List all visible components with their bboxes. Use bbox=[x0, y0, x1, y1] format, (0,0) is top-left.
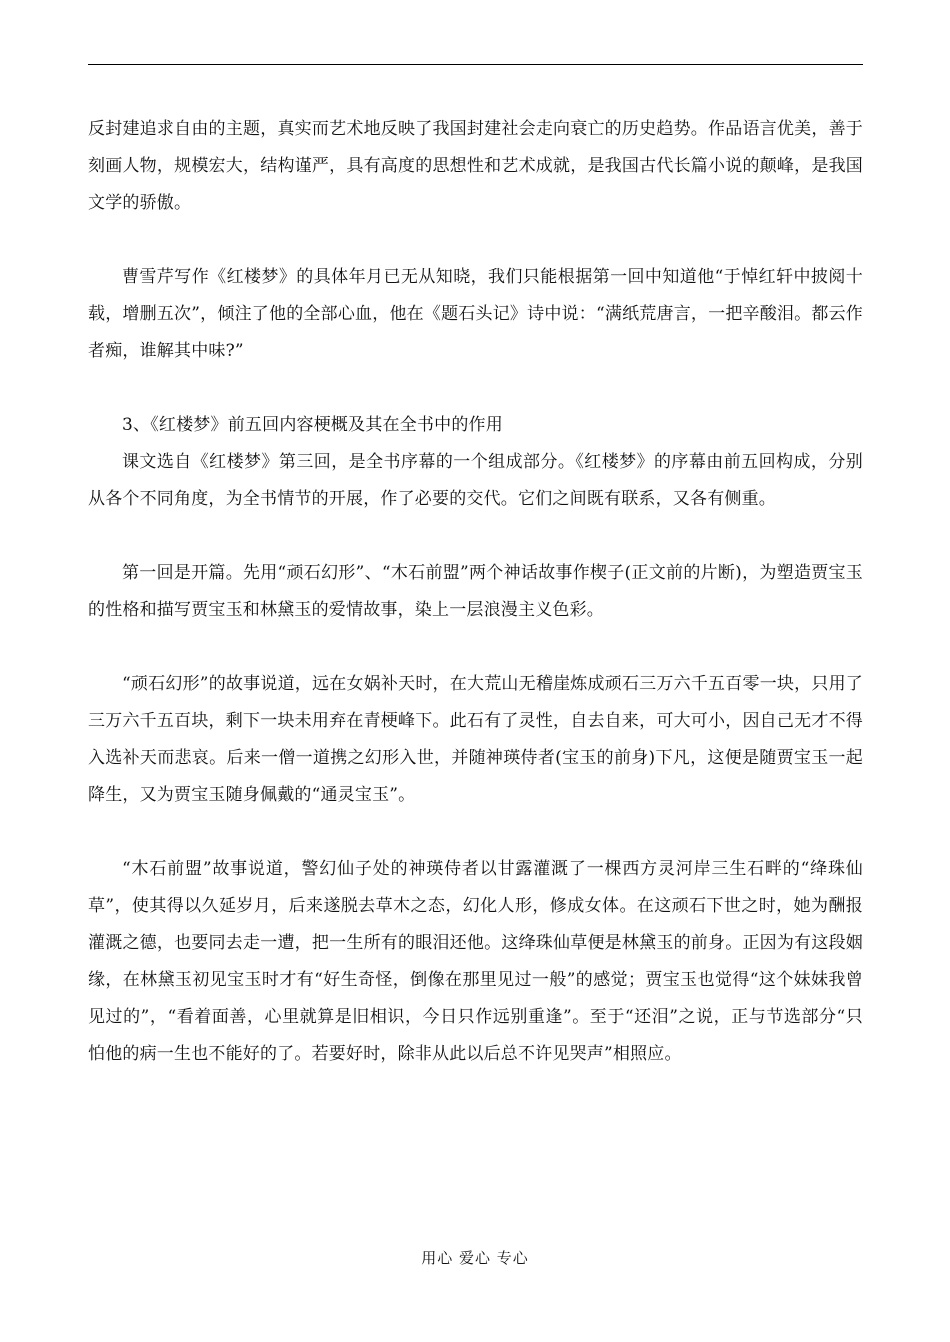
paragraph-chapter-one: 第一回是开篇。先用“顽石幻形”、“木石前盟”两个神话故事作楔子(正文前的片断)，为塑造贾宝玉的性格和描写贾宝玉和林黛玉的爱情故事，染上一层浪漫主义色彩。 bbox=[88, 563, 863, 620]
paragraph-cao-xueqin: 曹雪芹写作《红楼梦》的具体年月已无从知晓，我们只能根据第一回中知道他“于悼红轩中披阅十载，增删五次”，倾注了他的全部心血，他在《题石头记》诗中说：“满纸荒唐言，一把辛酸泪。都云作者痴，谁解其中味?” bbox=[88, 267, 863, 361]
paragraph-gap bbox=[88, 629, 863, 666]
section-heading: 3、《红楼梦》前五回内容梗概及其在全书中的作用 bbox=[122, 415, 503, 435]
page-footer: 用心 爱心 专心 bbox=[421, 1249, 529, 1267]
paragraph-theme-summary: 反封建追求自由的主题，真实而艺术地反映了我国封建社会走向衰亡的历史趋势。作品语言优美，善于刻画人物，规模宏大，结构谨严，具有高度的思想性和艺术成就，是我国古代长篇小说的颠峰，是我国文学的骄傲。 bbox=[88, 119, 863, 213]
paragraph-gap bbox=[88, 222, 863, 259]
paragraph-gap bbox=[88, 518, 863, 555]
paragraph-wood-stone-pact: “木石前盟”故事说道，警幻仙子处的神瑛侍者以甘露灌溉了一棵西方灵河岸三生石畔的“绛珠仙草”，使其得以久延岁月，后来遂脱去草木之态，幻化人形，修成女体。在这顽石下世之时，她为酬报灌溉之德，也要同去走一遭，把一生所有的眼泪还他。这绛珠仙草便是林黛玉的前身。正因为有这段姻缘，在林黛玉初见宝玉时才有“好生奇怪，倒像在那里见过一般”的感觉；贾宝玉也觉得“这个妹妹我曾见过的”，“看着面善，心里就算是旧相识，今日只作远别重逢”。至于“还泪”之说，正与节选部分“只怕他的病一生也不能好的了。若要好时，除非从此以后总不许见哭声”相照应。 bbox=[88, 859, 863, 1064]
paragraph-prologue: 课文选自《红楼梦》第三回，是全书序幕的一个组成部分。《红楼梦》的序幕由前五回构成，分别从各个不同角度，为全书情节的开展，作了必要的交代。它们之间既有联系，又各有侧重。 bbox=[88, 452, 863, 509]
paragraph-stone-story: “顽石幻形”的故事说道，远在女娲补天时，在大荒山无稽崖炼成顽石三万六千五百零一块，只用了三万六千五百块，剩下一块未用弃在青梗峰下。此石有了灵性，自去自来，可大可小，因自己无才不得入选补天而悲哀。后来一僧一道携之幻形入世，并随神瑛侍者(宝玉的前身)下凡，这便是随贾宝玉一起降生，又为贾宝玉随身佩戴的“通灵宝玉”。 bbox=[88, 674, 863, 805]
paragraph-gap bbox=[88, 814, 863, 851]
header-rule bbox=[88, 64, 863, 65]
document-body bbox=[88, 111, 863, 1073]
paragraph-gap bbox=[88, 370, 863, 407]
